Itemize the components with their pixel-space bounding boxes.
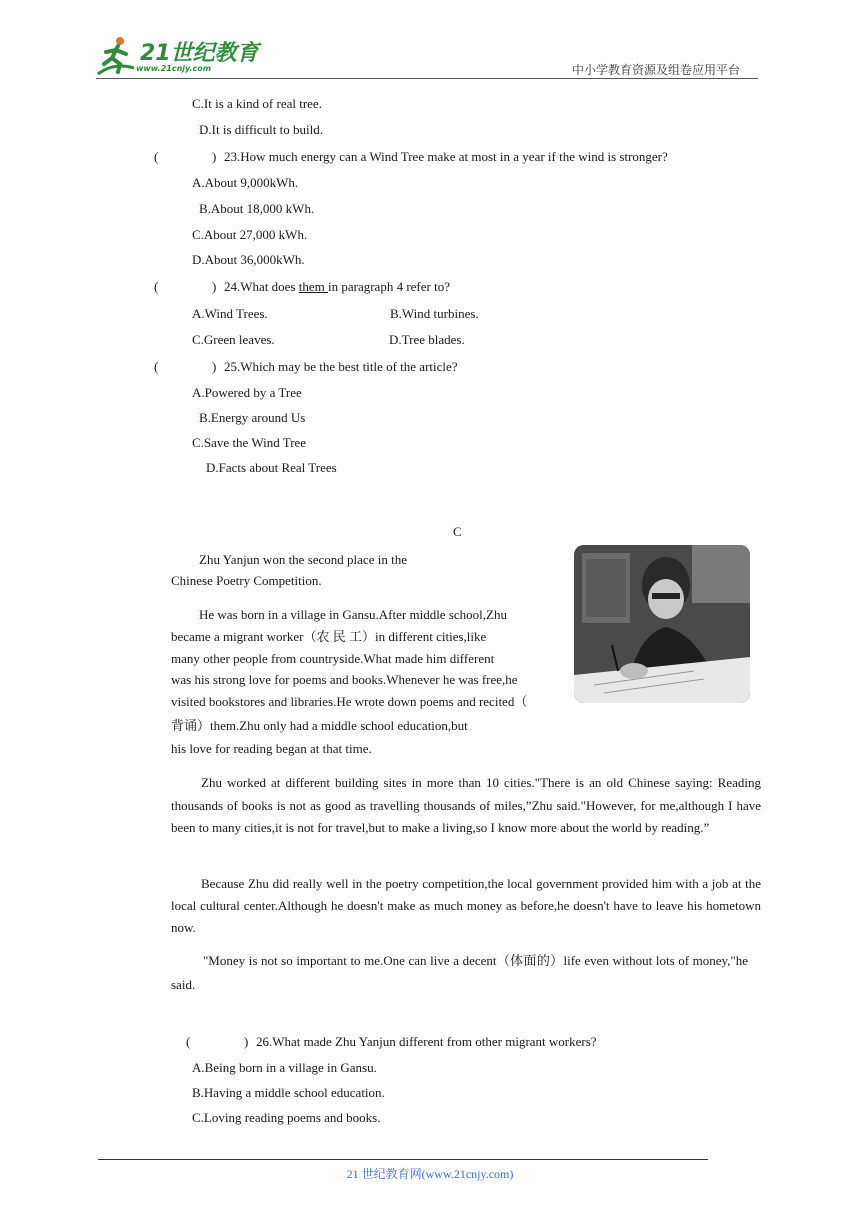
passage-letter: C xyxy=(453,524,462,539)
logo xyxy=(94,34,264,80)
q24-stem-before: 24.What does xyxy=(224,279,299,294)
q26-paren-close: ) xyxy=(244,1034,249,1049)
q24-underlined-word: them xyxy=(298,279,328,294)
passage-p3: Zhu worked at different building sites in more than 10 cities."There is an old Chinese saying: Reading thousands of books is not as good as travelling thousands of miles,”Zhu said."However, for me,although I have been to many cities,it is not for travel,but to make a living,so I know more about the world by reading.” xyxy=(171,775,761,835)
passage-p5: "Money is not so important to me.One can live a decent（体面的）life even without lots of money,"he said. xyxy=(171,953,748,992)
q25-option-c: C.Save the Wind Tree xyxy=(192,435,307,450)
passage-p4: Because Zhu did really well in the poetry competition,the local government provided him with a job at the local cultural center.Although he doesn't make as much money as before,he doesn't have to leave his hometown now. xyxy=(171,876,761,935)
q23-option-d: D.About 36,000kWh. xyxy=(192,252,305,267)
passage-p2-line3: many other people from countryside.What made him different xyxy=(171,651,495,666)
q25-option-a: A.Powered by a Tree xyxy=(192,385,302,400)
passage-p2-line6: 背诵）them.Zhu only had a middle school education,but xyxy=(171,718,468,733)
header-divider xyxy=(96,78,758,79)
q26-paren-open: ( xyxy=(186,1034,191,1049)
q22-option-c: C.It is a kind of real tree. xyxy=(192,96,322,111)
footer-divider xyxy=(98,1159,708,1160)
q23-option-b: B.About 18,000 kWh. xyxy=(199,201,315,216)
q24-option-c: C.Green leaves. xyxy=(192,332,275,347)
footer-link[interactable]: 21 世纪教育网(www.21cnjy.com) xyxy=(346,1167,514,1181)
q26-option-b: B.Having a middle school education. xyxy=(192,1085,385,1100)
q25-stem: 25.Which may be the best title of the article? xyxy=(224,359,458,374)
passage-p1-line2: Chinese Poetry Competition. xyxy=(171,573,322,588)
platform-name: 中小学教育资源及组卷应用平台 xyxy=(572,63,741,77)
q24-stem-after: in paragraph 4 refer to? xyxy=(327,279,450,294)
q24-paren-open: ( xyxy=(154,279,159,294)
passage-p2-line7: his love for reading began at that time. xyxy=(171,741,372,756)
q24-option-d: D.Tree blades. xyxy=(389,332,465,347)
passage-p2-line4: was his strong love for poems and books.Whenever he was free,he xyxy=(171,672,518,687)
passage-p2-line1: He was born in a village in Gansu.After middle school,Zhu xyxy=(199,607,507,622)
q23-option-a: A.About 9,000kWh. xyxy=(192,175,299,190)
q25-option-d: D.Facts about Real Trees xyxy=(206,460,337,475)
q23-stem: 23.How much energy can a Wind Tree make at most in a year if the wind is stronger? xyxy=(224,149,668,164)
logo-text: 21世纪教育 xyxy=(140,41,259,66)
runner-logo-icon xyxy=(94,34,138,78)
logo-url: www.21cnjy.com xyxy=(136,64,212,73)
q26-option-a: A.Being born in a village in Gansu. xyxy=(192,1060,377,1075)
passage-p2-line2: became a migrant worker（农 民 工）in different cities,like xyxy=(171,629,487,644)
q22-option-d: D.It is difficult to build. xyxy=(199,122,323,137)
man-writing-icon xyxy=(574,545,750,703)
q24-paren-close: ) xyxy=(212,279,217,294)
passage-p2-line5: visited bookstores and libraries.He wrote down poems and recited（ xyxy=(171,694,528,709)
q25-paren-close: ) xyxy=(212,359,217,374)
q25-paren-open: ( xyxy=(154,359,159,374)
photo-zhu-writing xyxy=(574,545,750,703)
q24-option-a: A.Wind Trees. xyxy=(192,306,268,321)
q24-option-b: B.Wind turbines. xyxy=(390,306,479,321)
q26-option-c: C.Loving reading poems and books. xyxy=(192,1110,381,1125)
q23-paren-close: ) xyxy=(212,149,217,164)
q25-option-b: B.Energy around Us xyxy=(199,410,306,425)
q23-option-c: C.About 27,000 kWh. xyxy=(192,227,308,242)
q26-stem: 26.What made Zhu Yanjun different from other migrant workers? xyxy=(256,1034,597,1049)
q23-paren-open: ( xyxy=(154,149,159,164)
passage-p1-line1: Zhu Yanjun won the second place in the xyxy=(199,552,407,567)
q24-stem xyxy=(224,278,450,296)
